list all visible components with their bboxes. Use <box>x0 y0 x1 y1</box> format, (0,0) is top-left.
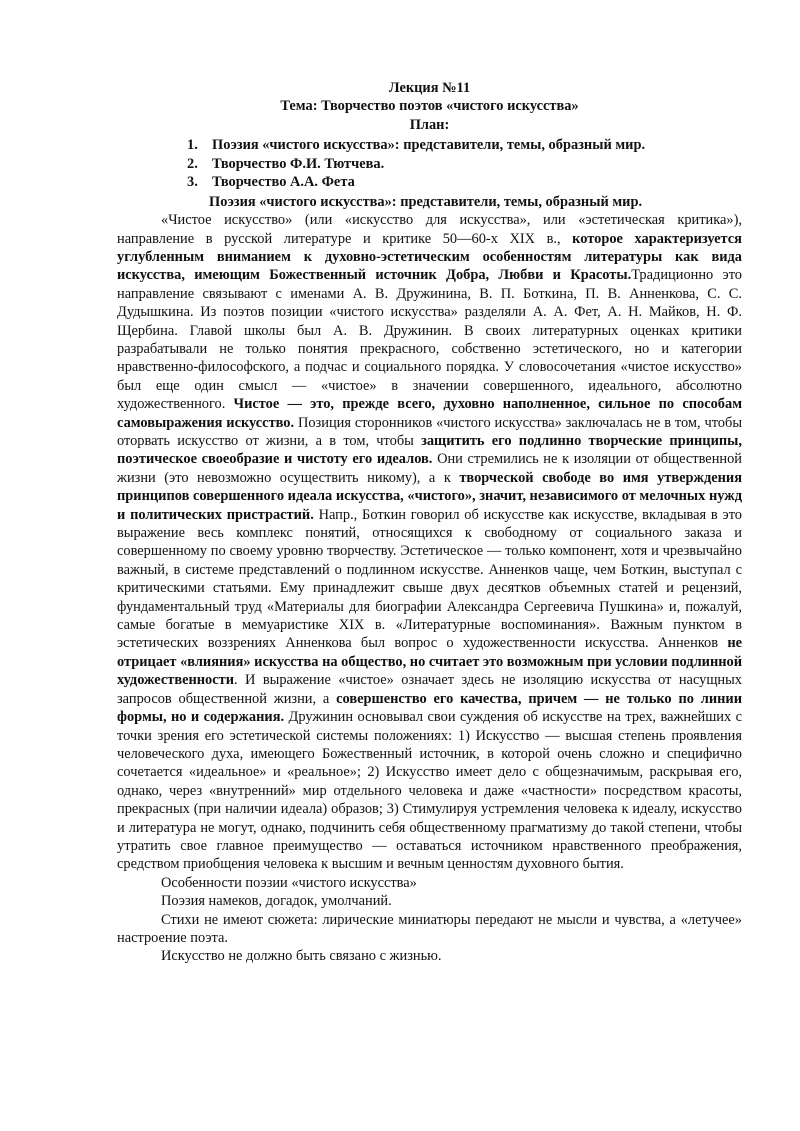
plan-item <box>117 173 742 192</box>
plan-item <box>117 155 742 174</box>
feature-paragraph: Стихи не имеют сюжета: лирические миниатюры передают не мысли и чувства, а «летучее» настроение поэта. <box>117 911 742 946</box>
bold-run: не отрицает «влияния» искусства на общество, но считает это возможным при условии подлинной художественности <box>117 635 743 689</box>
text-run: Позиция сторонников «чистого искусства» заключалась не в том, чтобы оторвать искусство от жизни, а в том, чтобы <box>117 414 742 449</box>
text-run: . И выражение «чистое» означает здесь не изоляцию искусства от насущных запросов общественной жизни, а <box>117 672 742 707</box>
bold-run: творческой свободе во имя утверждения принципов совершенного идеала искусства, «чистого», значит, независимого от мелочных нужд и политических пристрастий. <box>117 469 742 523</box>
plan-item-number: 1. <box>187 137 198 154</box>
lecture-topic: Тема: Творчество поэтов «чистого искусства» <box>280 98 579 115</box>
text-run: Они стремились не к изоляции от общественной жизни (это невозможно осуществить никому), а к <box>117 451 742 486</box>
feature-paragraph: Поэзия намеков, догадок, умолчаний. <box>161 893 392 910</box>
plan-item-text: Поэзия «чистого искусства»: представители, темы, образный мир. <box>212 137 646 154</box>
plan-list <box>117 136 742 192</box>
plan-item-number: 3. <box>187 174 198 191</box>
text-run: «Чистое искусство» (или «искусство для искусства», или «эстетическая критика»), направление в русской литературе и критике 50—60-х XIX в., <box>117 212 742 247</box>
text-run: Дружинин основывал свои суждения об искусстве на трех, важнейших с точки зрения его эстетической системы положениях: 1) Искусство — высшая степень проявления человеческого духа, имеющего Божественный источник, в которой очень сложно и специфично сочетается «идеальное» и «реальное»; 2) Искусство имеет дело с общезначимым, раскрывая его, однако, через «внутренний» мир отдельного человека и даже «частности» посредством красоты, прекрасных (при наличии идеала) образов; 3) Стимулируя устремления человека к идеалу, искусство и литература не могут, однако, подчинить себя общественному прагматизму до такой степени, чтобы утратить свое главное преимущество — оставаться источником нравственного преображения, средством приобщения человека к высшим и вечным ценностям духовного бытия. <box>117 709 742 873</box>
text-run: Традиционно это направление связывают с именами А. В. Дружинина, В. П. Боткина, П. В. Анненкова, С. С. Дудышкина. Из поэтов позиции «чистого искусства» разделяли А. А. Фет, А. Н. Майков, Н. Ф. Щербина. Главой школы был А. В. Дружинин. В своих литературных оценках критики разрабатывали не только понятия прекрасного, собственно эстетического, но и категории нравственно-философского, а подчас и социального порядка. У словосочетания «чистое искусство» был еще один смысл — «чистое» в значении совершенного, идеального, абсолютно художественного. <box>117 267 742 413</box>
bold-run: защитить его подлинно творческие принципы, поэтическое своеобразие и чистоту его идеалов. <box>117 433 743 468</box>
bold-run: Чистое — это, прежде всего, духовно наполненное, сильное по способам самовыражения искусство. <box>117 396 742 431</box>
plan-item-text: Творчество Ф.И. Тютчева. <box>212 155 385 172</box>
document-page <box>117 79 742 966</box>
plan-item-text: Творчество А.А. Фета <box>212 174 355 191</box>
bold-run: совершенство его качества, причем — не только по линии формы, но и содержания. <box>117 690 743 726</box>
plan-item <box>117 136 742 155</box>
section-heading: Поэзия «чистого искусства»: представители, темы, образный мир. <box>209 193 643 210</box>
plan-title: План: <box>409 116 450 133</box>
bold-run: которое характеризуется углубленным вниманием к духовно-эстетическим особенностям литературы как вида искусства, имеющим Божественный источник Добра, Любви и Красоты. <box>117 230 742 284</box>
features-heading: Особенности поэзии «чистого искусства» <box>161 874 417 891</box>
lecture-number: Лекция №11 <box>388 80 471 96</box>
feature-paragraph: Искусство не должно быть связано с жизнью. <box>161 948 442 965</box>
text-run: Напр., Боткин говорил об искусстве как искусстве, вкладывая в это выражение весь комплекс понятий, относящихся к свободному от социального заказа и совершенному по своему уровню творчеству. Эстетическое — только компонент, хотя и чрезвычайно важный, в системе представлений о подлинном искусстве. Анненков чаще, чем Боткин, выступал с критическими статьями. Ему принадлежит свыше двух десятков объемных статей и рецензий, фундаментальный труд «Материалы для биографии Александра Сергеевича Пушкина» и, пожалуй, самые богатые в мемуаристике XIX в. «Литературные воспоминания». Важным пунктом в эстетических воззрениях Анненкова был вопрос о художественности искусства. Анненков <box>117 506 742 652</box>
plan-item-number: 2. <box>187 155 198 172</box>
main-paragraph <box>117 211 742 874</box>
